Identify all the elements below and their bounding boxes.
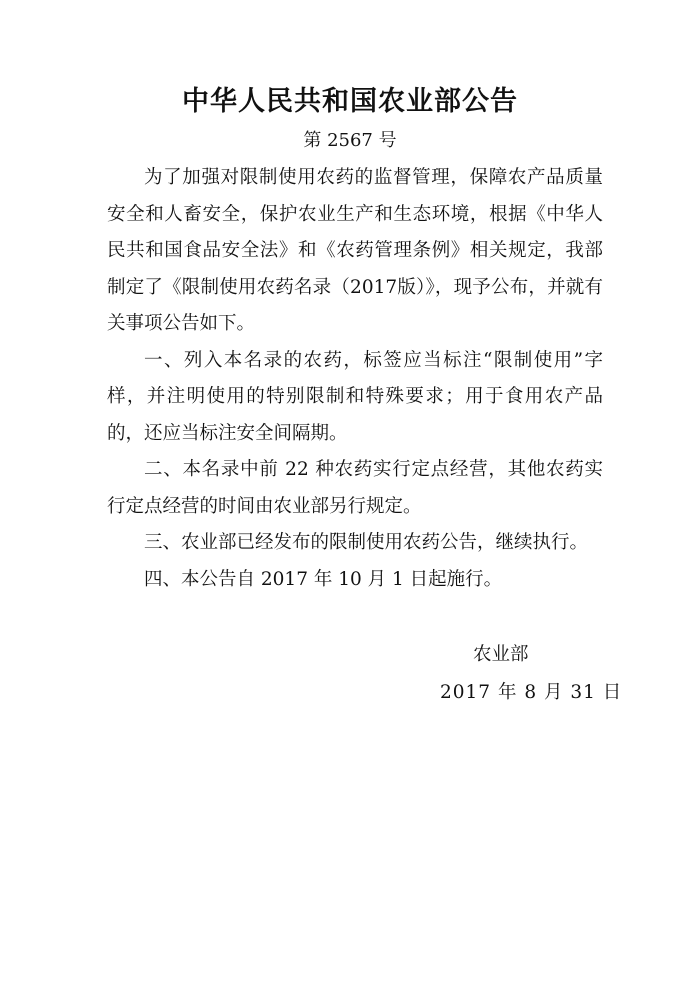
- signature-organization: 农业部: [473, 644, 529, 665]
- paragraph-item-1: 一、列入本名录的农药，标签应当标注“限制使用”字样，并注明使用的特别限制和特殊要求；用于食用农产品的，还应当标注安全间隔期。: [107, 349, 603, 444]
- paragraph-item-4: 四、本公告自 2017 年 10 月 1 日起施行。: [144, 568, 503, 590]
- paragraph-item-2: 二、本名录中前 22 种农药实行定点经营，其他农药实行定点经营的时间由农业部另行规定。: [107, 459, 603, 517]
- document-title: 中华人民共和国农业部公告: [182, 86, 518, 117]
- signature-date: 2017 年 8 月 31 日: [440, 682, 623, 703]
- document-body: [107, 160, 603, 598]
- paragraph-intro: 为了加强对限制使用农药的监督管理，保障农产品质量安全和人畜安全，保护农业生产和生态环境，根据《中华人民共和国食品安全法》和《农药管理条例》相关规定，我部制定了《限制使用农药名录（2017版）》，现予公布，并就有关事项公告如下。: [107, 167, 603, 334]
- paragraph-item-3: 三、农业部已经发布的限制使用农药公告，继续执行。: [144, 532, 589, 553]
- document-number: 第 2567 号: [303, 130, 397, 151]
